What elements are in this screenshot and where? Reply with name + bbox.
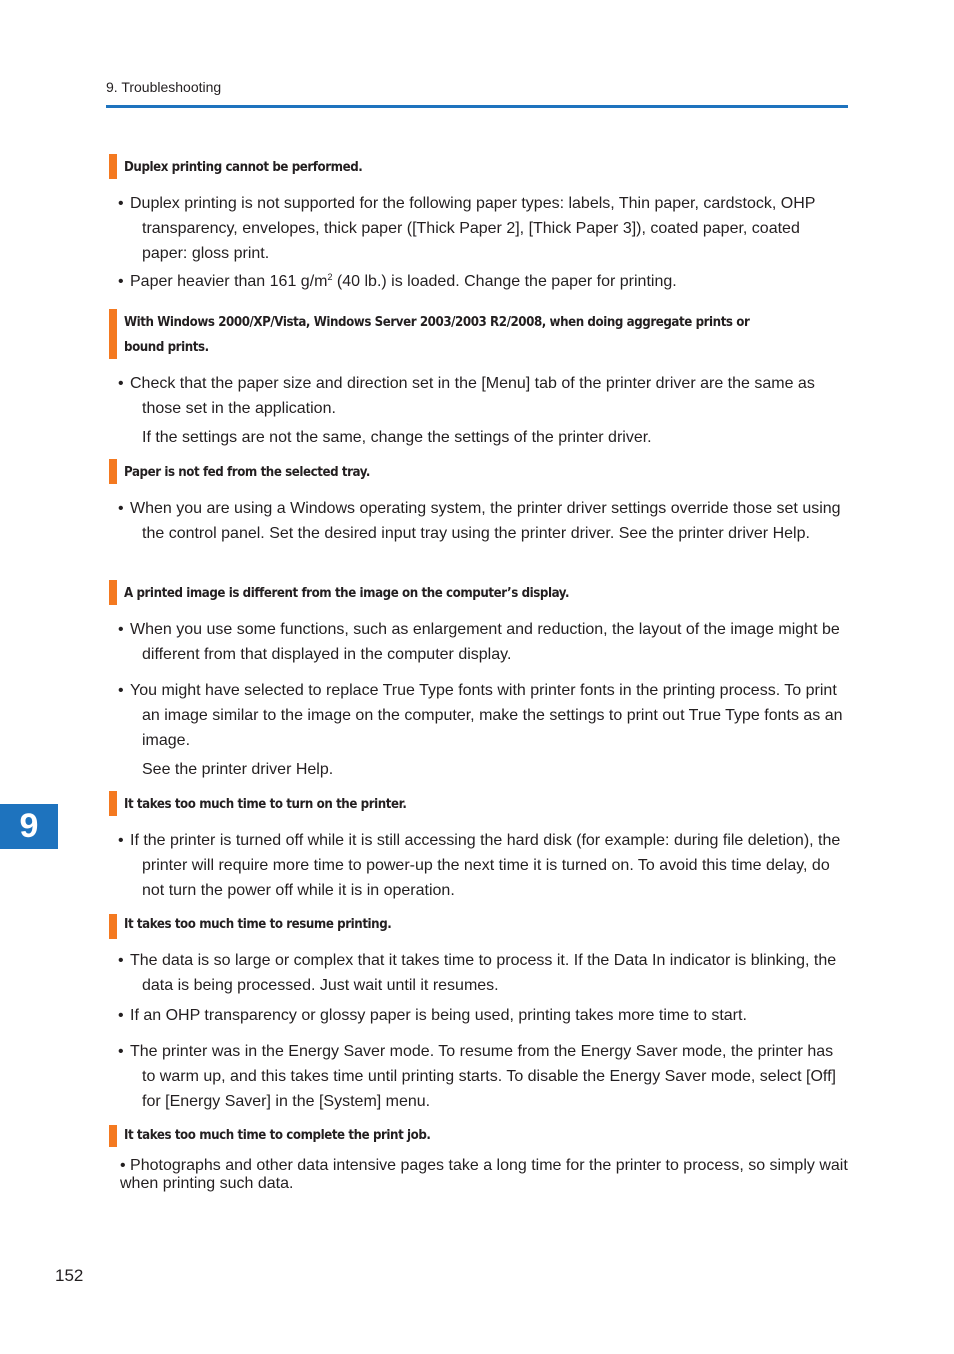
bullet: • (118, 832, 124, 849)
list-item (118, 1003, 844, 1028)
list-item (118, 269, 844, 294)
section-heading: It takes too much time to complete the print job. (124, 1127, 431, 1143)
item-text: When you use some functions, such as enlargement and reduction, the layout of the image might be different from that displayed in the computer display. (130, 621, 840, 663)
item-text: The data is so large or complex that it takes time to process it. If the Data In indicator is blinking, the data is being processed. Just wait until it resumes. (130, 952, 837, 994)
list-item (118, 617, 844, 667)
running-head: 9. Troubleshooting (106, 79, 222, 95)
section-heading: Paper is not fed from the selected tray. (124, 464, 371, 480)
item-text: If an OHP transparency or glossy paper is being used, printing takes more time to start. (130, 1007, 747, 1024)
section-marker (109, 154, 117, 179)
list-item (118, 371, 844, 421)
section-heading: It takes too much time to turn on the printer. (124, 796, 407, 812)
note-text: If the settings are not the same, change the settings of the printer driver. (142, 429, 652, 446)
section-marker (109, 914, 117, 939)
bullet: • (118, 273, 124, 290)
item-text: You might have selected to replace True Type fonts with printer fonts in the printing process. To print an image similar to the image on the computer, make the settings to print out True Type fonts as an image. (130, 682, 843, 749)
section-marker (109, 580, 117, 605)
heading-line: With Windows 2000/XP/Vista, Windows Server 2003/2003 R2/2008, when doing aggregate prints or (124, 314, 750, 330)
item-text: When you are using a Windows operating system, the printer driver settings override those set using the control panel. Set the desired input tray using the printer driver. See the printer driver Help. (130, 500, 841, 542)
bullet: • (118, 1007, 124, 1024)
note-text: See the printer driver Help. (142, 761, 334, 778)
list-item: • Photographs and other data intensive pages take a long time for the printer to process, so simply wait when printing such data. (120, 1157, 848, 1192)
item-text: The printer was in the Energy Saver mode. To resume from the Energy Saver mode, the printer has to warm up, and this takes time until printing starts. To disable the Energy Saver mode, select [Off] for [Energy Saver] in the [System] menu. (130, 1043, 836, 1110)
section-marker (109, 1125, 117, 1147)
list-item (118, 948, 844, 998)
superscript: 2 (327, 272, 333, 282)
bullet: • (118, 375, 124, 392)
item-text: Check that the paper size and direction set in the [Menu] tab of the printer driver are the same as those set in the application. (130, 375, 815, 417)
bullet: • (118, 195, 124, 212)
bullet: • (118, 952, 124, 969)
page-number: 152 (55, 1266, 84, 1285)
chapter-tab: 9 (0, 804, 58, 849)
list-item (118, 828, 844, 903)
list-item (118, 1039, 844, 1114)
section-heading: Duplex printing cannot be performed. (124, 159, 363, 175)
section-marker (109, 309, 117, 359)
section-heading: It takes too much time to resume printing. (124, 916, 392, 932)
item-text: Duplex printing is not supported for the following paper types: labels, Thin paper, cardstock, OHP transparency, envelopes, thick paper ([Thick Paper 2], [Thick Paper 3]), coated paper, coated paper: gloss print. (130, 195, 816, 262)
list-item (118, 191, 844, 266)
section-heading: A printed image is different from the image on the computer’s display. (124, 585, 570, 601)
item-text: Paper heavier than 161 g/m (130, 273, 328, 290)
item-text: If the printer is turned off while it is still accessing the hard disk (for example: during file deletion), the printer will require more time to power-up the next time it is turned on. To avoid this time delay, do not turn the power off while it is in operation. (130, 832, 841, 899)
bullet: • (118, 500, 124, 517)
section-marker (109, 459, 117, 484)
bullet: • (118, 621, 124, 638)
list-item (118, 678, 844, 753)
list-item (118, 496, 844, 546)
bullet: • (118, 1043, 124, 1060)
header-rule (106, 105, 848, 108)
bullet: • (118, 682, 124, 699)
item-text: (40 lb.) is loaded. Change the paper for printing. (332, 273, 677, 290)
section-heading (124, 310, 819, 360)
section-marker (109, 791, 117, 816)
heading-line: bound prints. (124, 339, 209, 355)
